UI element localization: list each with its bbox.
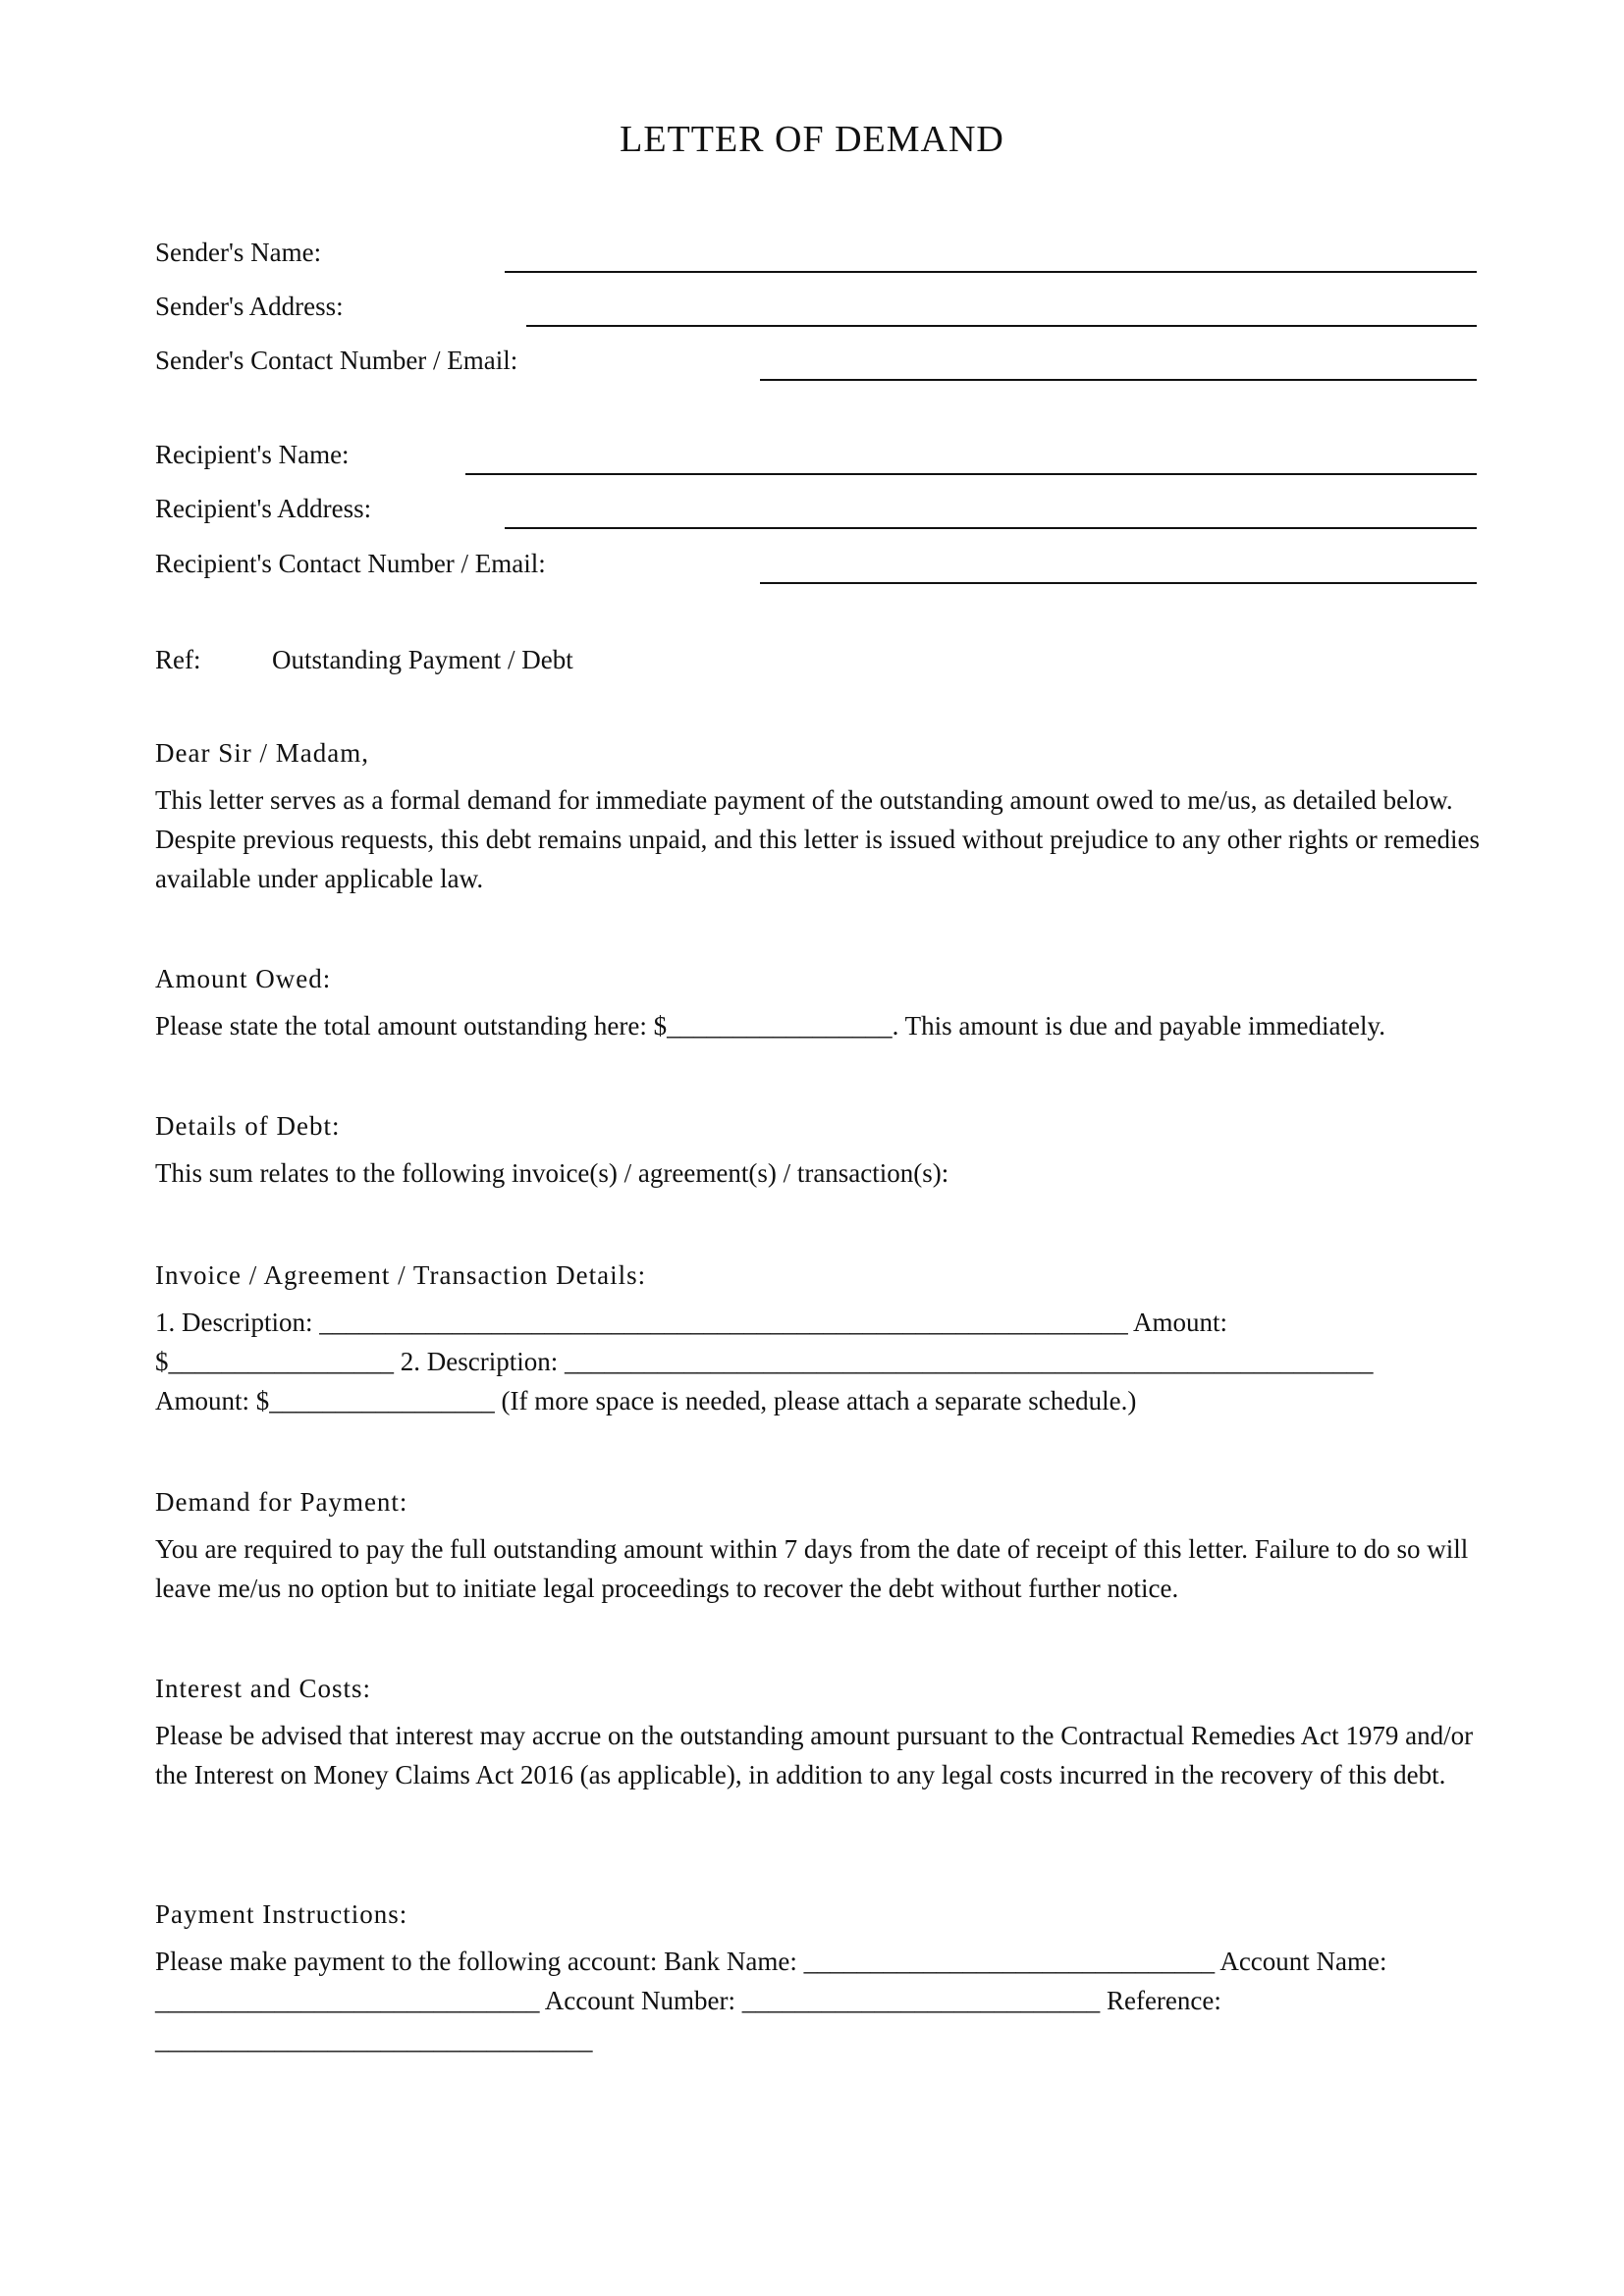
intro-paragraph: This letter serves as a formal demand for immediate payment of the outstanding amount owed to me/us, as detailed below. Despite previous requests, this debt remains unpaid, and this letter is issued without prejudice to any other rights or remedies available under applicable law. bbox=[155, 785, 1480, 893]
payment-instructions-heading: Payment Instructions: bbox=[155, 1899, 408, 1929]
recipient-address-label: Recipient's Address: bbox=[155, 494, 372, 523]
payment-instructions-text: Please make payment to the following account: Bank Name: _______________________________ Account Name: _____________________________ Account Number: ___________________________ Reference: _________________________________ bbox=[155, 1947, 1387, 2055]
recipient-name-field bbox=[155, 438, 1477, 477]
details-of-debt-text: This sum relates to the following invoice(s) / agreement(s) / transaction(s): bbox=[155, 1158, 949, 1188]
amount-owed-text: Please state the total amount outstanding here: $_________________. This amount is due and payable immediately. bbox=[155, 1011, 1386, 1041]
transaction-details-text: 1. Description: _____________________________________________________________ Amount: $_________________ 2. Description: _____________________________________________________________ Amount: $_________________ (If more space is needed, please attach a separate schedule.) bbox=[155, 1308, 1374, 1415]
amount-owed-heading: Amount Owed: bbox=[155, 964, 332, 993]
recipient-contact-label: Recipient's Contact Number / Email: bbox=[155, 549, 546, 578]
sender-name-label: Sender's Name: bbox=[155, 238, 322, 267]
ref-line bbox=[155, 643, 573, 676]
sender-contact-blank[interactable] bbox=[760, 379, 1477, 381]
sender-address-label: Sender's Address: bbox=[155, 292, 344, 321]
demand-for-payment-text: You are required to pay the full outstanding amount within 7 days from the date of receipt of this letter. Failure to do so will leave me/us no option but to initiate legal proceedings to recover the debt without further notice. bbox=[155, 1534, 1469, 1603]
ref-label: Ref: bbox=[155, 645, 201, 674]
interest-and-costs-text: Please be advised that interest may accrue on the outstanding amount pursuant to the Contractual Remedies Act 1979 and/or the Interest on Money Claims Act 2016 (as applicable), in addition to any legal costs incurred in the recovery of this debt. bbox=[155, 1721, 1474, 1789]
recipient-name-label: Recipient's Name: bbox=[155, 440, 350, 469]
salutation: Dear Sir / Madam, bbox=[155, 738, 369, 768]
transaction-details-heading: Invoice / Agreement / Transaction Details: bbox=[155, 1260, 647, 1290]
document-title: LETTER OF DEMAND bbox=[620, 119, 1004, 160]
sender-address-blank[interactable] bbox=[526, 325, 1477, 327]
sender-name-blank[interactable] bbox=[505, 271, 1477, 273]
sender-name-field bbox=[155, 236, 1477, 275]
sender-address-field bbox=[155, 290, 1477, 329]
recipient-contact-blank[interactable] bbox=[760, 582, 1477, 584]
ref-value: Outstanding Payment / Debt bbox=[272, 645, 573, 674]
sender-contact-label: Sender's Contact Number / Email: bbox=[155, 346, 518, 375]
sender-contact-field bbox=[155, 344, 1477, 383]
recipient-contact-field bbox=[155, 547, 1477, 586]
recipient-address-field bbox=[155, 492, 1477, 531]
interest-and-costs-heading: Interest and Costs: bbox=[155, 1674, 371, 1703]
recipient-name-blank[interactable] bbox=[465, 473, 1477, 475]
demand-for-payment-heading: Demand for Payment: bbox=[155, 1487, 408, 1517]
recipient-address-blank[interactable] bbox=[505, 527, 1477, 529]
details-of-debt-heading: Details of Debt: bbox=[155, 1111, 341, 1141]
